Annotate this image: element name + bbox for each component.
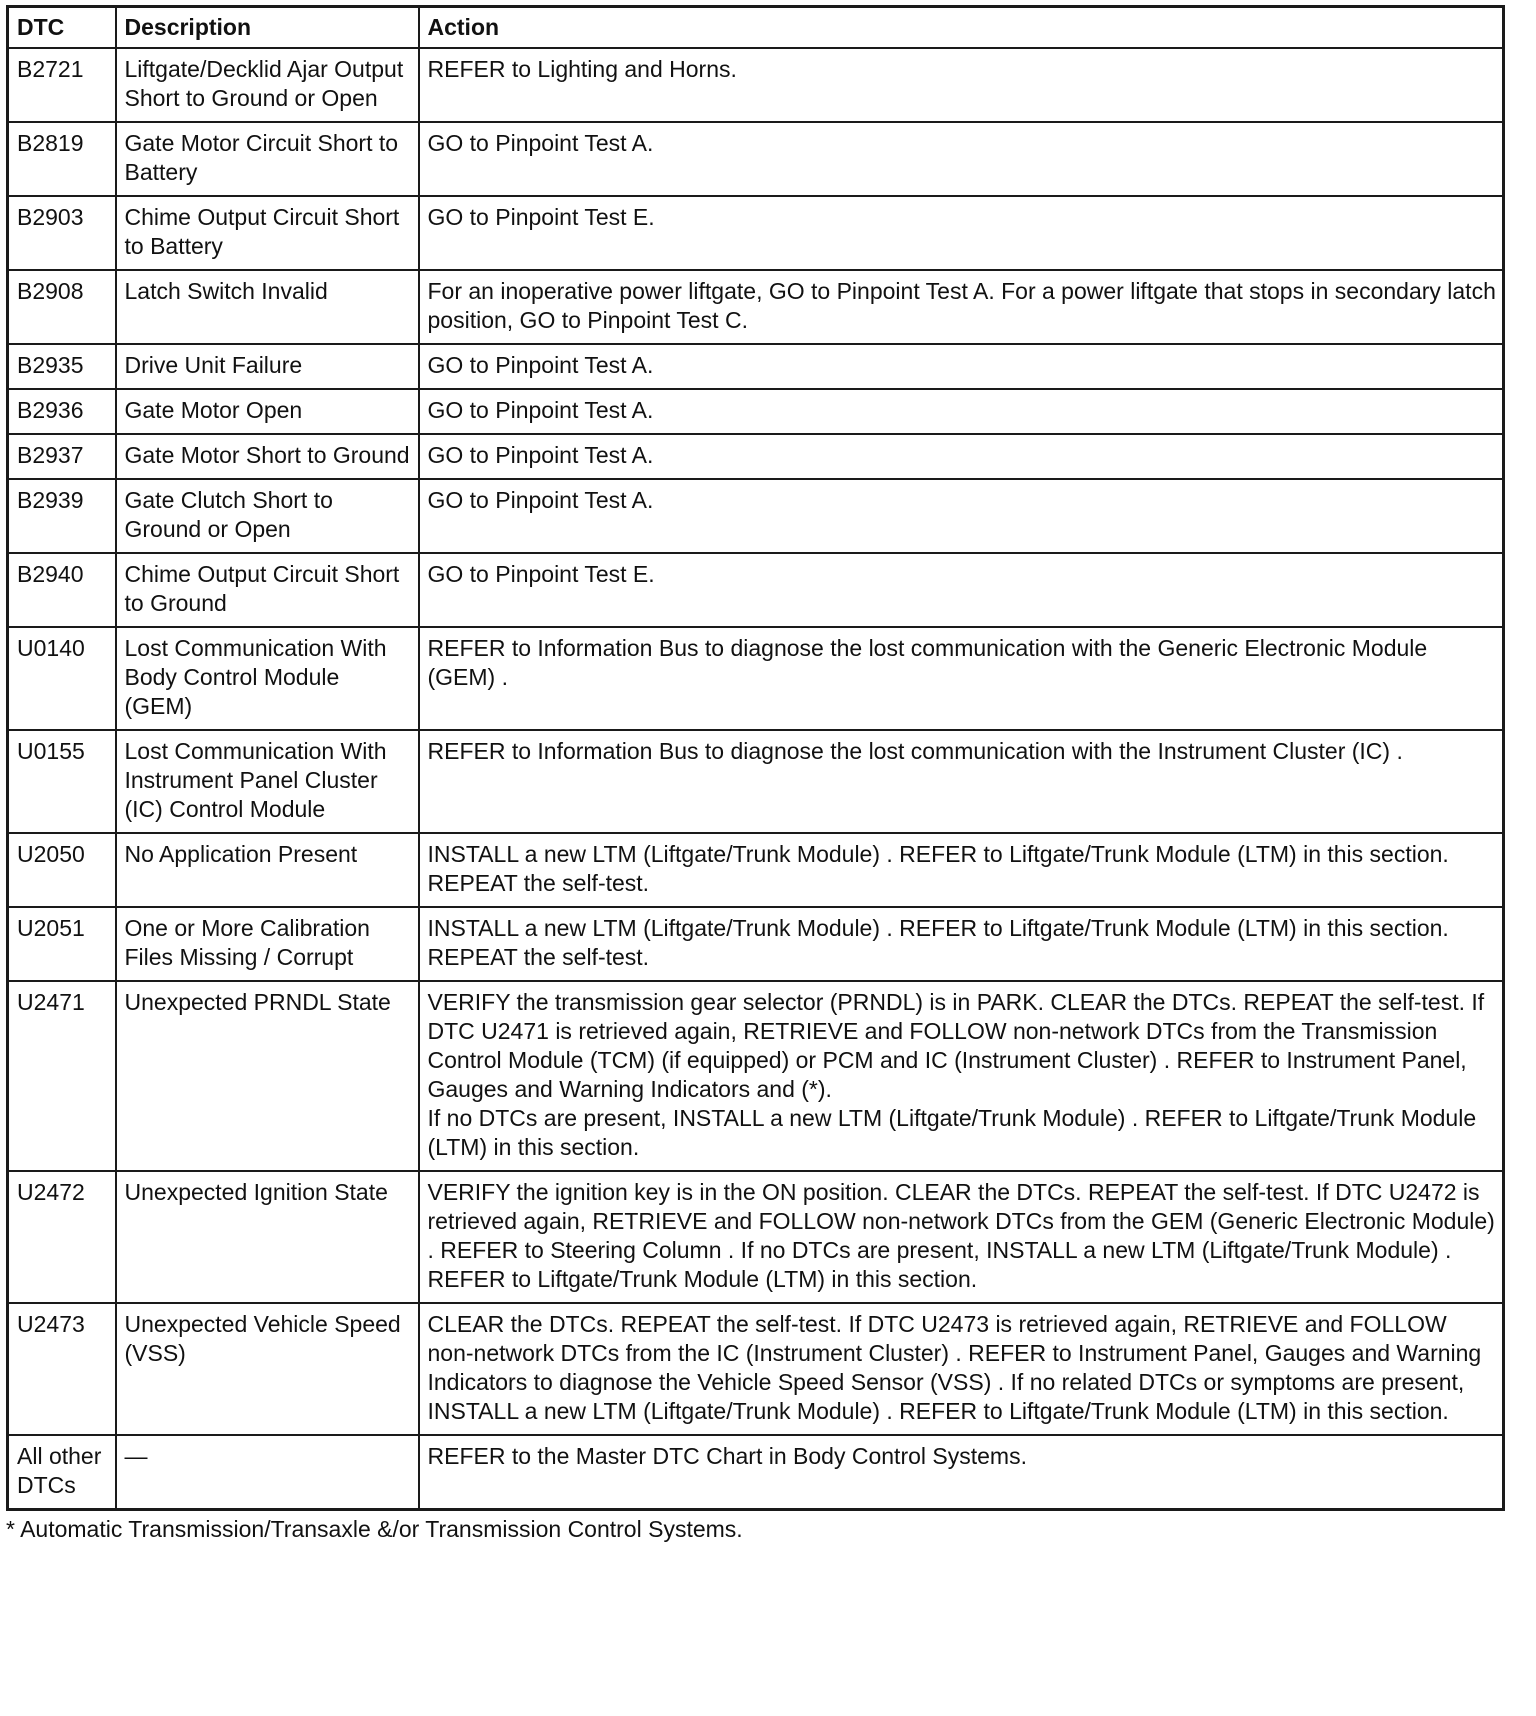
dtc-action: VERIFY the ignition key is in the ON position. CLEAR the DTCs. REPEAT the self-test. If DTC U2472 is retrieved again, RETRIEVE and FOLLOW non-network DTCs from the GEM (Generic Electronic Module) . REFER to Steering Column . If no DTCs are present, INSTALL a new LTM (Liftgate/Trunk Module) . REFER to Liftgate/Trunk Module (LTM) in this section. bbox=[419, 1171, 1504, 1303]
dtc-code: B2721 bbox=[8, 48, 116, 122]
table-header-row bbox=[8, 7, 1504, 49]
dtc-action: GO to Pinpoint Test A. bbox=[419, 122, 1504, 196]
table-row bbox=[8, 479, 1504, 553]
dtc-action: CLEAR the DTCs. REPEAT the self-test. If DTC U2473 is retrieved again, RETRIEVE and FOLLOW non-network DTCs from the IC (Instrument Cluster) . REFER to Instrument Panel, Gauges and Warning Indicators to diagnose the Vehicle Speed Sensor (VSS) . If no related DTCs or symptoms are present, INSTALL a new LTM (Liftgate/Trunk Module) . REFER to Liftgate/Trunk Module (LTM) in this section. bbox=[419, 1303, 1504, 1435]
dtc-action: GO to Pinpoint Test E. bbox=[419, 553, 1504, 627]
dtc-code: B2903 bbox=[8, 196, 116, 270]
table-body bbox=[8, 48, 1504, 1510]
dtc-action: REFER to Lighting and Horns. bbox=[419, 48, 1504, 122]
table-row bbox=[8, 730, 1504, 833]
dtc-code: B2819 bbox=[8, 122, 116, 196]
dtc-description: Chime Output Circuit Short to Ground bbox=[116, 553, 419, 627]
dtc-description: Lost Communication With Body Control Module (GEM) bbox=[116, 627, 419, 730]
dtc-code: U2051 bbox=[8, 907, 116, 981]
dtc-description: Unexpected Vehicle Speed (VSS) bbox=[116, 1303, 419, 1435]
dtc-description: Unexpected Ignition State bbox=[116, 1171, 419, 1303]
dtc-code: U0155 bbox=[8, 730, 116, 833]
table-row bbox=[8, 1303, 1504, 1435]
table-row bbox=[8, 1171, 1504, 1303]
dtc-description: — bbox=[116, 1435, 419, 1510]
dtc-description: Lost Communication With Instrument Panel Cluster (IC) Control Module bbox=[116, 730, 419, 833]
dtc-description: One or More Calibration Files Missing / Corrupt bbox=[116, 907, 419, 981]
document-page bbox=[6, 5, 1502, 1543]
dtc-action: For an inoperative power liftgate, GO to Pinpoint Test A. For a power liftgate that stops in secondary latch position, GO to Pinpoint Test C. bbox=[419, 270, 1504, 344]
table-row bbox=[8, 981, 1504, 1171]
dtc-code: B2940 bbox=[8, 553, 116, 627]
table-row bbox=[8, 389, 1504, 434]
dtc-code: U2472 bbox=[8, 1171, 116, 1303]
dtc-action: GO to Pinpoint Test A. bbox=[419, 389, 1504, 434]
dtc-code: U2471 bbox=[8, 981, 116, 1171]
table-row bbox=[8, 1435, 1504, 1510]
dtc-action: REFER to Information Bus to diagnose the lost communication with the Instrument Cluster (IC) . bbox=[419, 730, 1504, 833]
dtc-action: REFER to Information Bus to diagnose the lost communication with the Generic Electronic Module (GEM) . bbox=[419, 627, 1504, 730]
table-row bbox=[8, 196, 1504, 270]
table-row bbox=[8, 907, 1504, 981]
header-action: Action bbox=[419, 7, 1504, 49]
footnote: * Automatic Transmission/Transaxle &/or Transmission Control Systems. bbox=[6, 1516, 743, 1542]
dtc-description: No Application Present bbox=[116, 833, 419, 907]
dtc-action: REFER to the Master DTC Chart in Body Control Systems. bbox=[419, 1435, 1504, 1510]
table-row bbox=[8, 48, 1504, 122]
dtc-code: U2050 bbox=[8, 833, 116, 907]
dtc-code: B2939 bbox=[8, 479, 116, 553]
dtc-action: INSTALL a new LTM (Liftgate/Trunk Module) . REFER to Liftgate/Trunk Module (LTM) in this section. REPEAT the self-test. bbox=[419, 907, 1504, 981]
table-row bbox=[8, 627, 1504, 730]
dtc-action: GO to Pinpoint Test A. bbox=[419, 434, 1504, 479]
dtc-code: U0140 bbox=[8, 627, 116, 730]
table-row bbox=[8, 553, 1504, 627]
dtc-description: Gate Clutch Short to Ground or Open bbox=[116, 479, 419, 553]
dtc-code: B2935 bbox=[8, 344, 116, 389]
table-row bbox=[8, 270, 1504, 344]
table-row bbox=[8, 344, 1504, 389]
dtc-action: GO to Pinpoint Test E. bbox=[419, 196, 1504, 270]
dtc-description: Unexpected PRNDL State bbox=[116, 981, 419, 1171]
dtc-action: VERIFY the transmission gear selector (PRNDL) is in PARK. CLEAR the DTCs. REPEAT the self-test. If DTC U2471 is retrieved again, RETRIEVE and FOLLOW non-network DTCs from the Transmission Control Module (TCM) (if equipped) or PCM and IC (Instrument Cluster) . REFER to Instrument Panel, Gauges and Warning Indicators and (*). If no DTCs are present, INSTALL a new LTM (Liftgate/Trunk Module) . REFER to Liftgate/Trunk Module (LTM) in this section. bbox=[419, 981, 1504, 1171]
dtc-code: B2908 bbox=[8, 270, 116, 344]
dtc-description: Latch Switch Invalid bbox=[116, 270, 419, 344]
dtc-action: GO to Pinpoint Test A. bbox=[419, 479, 1504, 553]
dtc-description: Gate Motor Circuit Short to Battery bbox=[116, 122, 419, 196]
dtc-code: B2937 bbox=[8, 434, 116, 479]
table-row bbox=[8, 122, 1504, 196]
dtc-code: U2473 bbox=[8, 1303, 116, 1435]
dtc-description: Liftgate/Decklid Ajar Output Short to Ground or Open bbox=[116, 48, 419, 122]
dtc-description: Gate Motor Short to Ground bbox=[116, 434, 419, 479]
dtc-code: B2936 bbox=[8, 389, 116, 434]
header-dtc: DTC bbox=[8, 7, 116, 49]
dtc-description: Chime Output Circuit Short to Battery bbox=[116, 196, 419, 270]
dtc-action: INSTALL a new LTM (Liftgate/Trunk Module) . REFER to Liftgate/Trunk Module (LTM) in this section. REPEAT the self-test. bbox=[419, 833, 1504, 907]
table-row bbox=[8, 434, 1504, 479]
table-row bbox=[8, 833, 1504, 907]
dtc-description: Gate Motor Open bbox=[116, 389, 419, 434]
header-description: Description bbox=[116, 7, 419, 49]
dtc-code: All other DTCs bbox=[8, 1435, 116, 1510]
dtc-description: Drive Unit Failure bbox=[116, 344, 419, 389]
dtc-action: GO to Pinpoint Test A. bbox=[419, 344, 1504, 389]
dtc-table bbox=[6, 5, 1505, 1511]
